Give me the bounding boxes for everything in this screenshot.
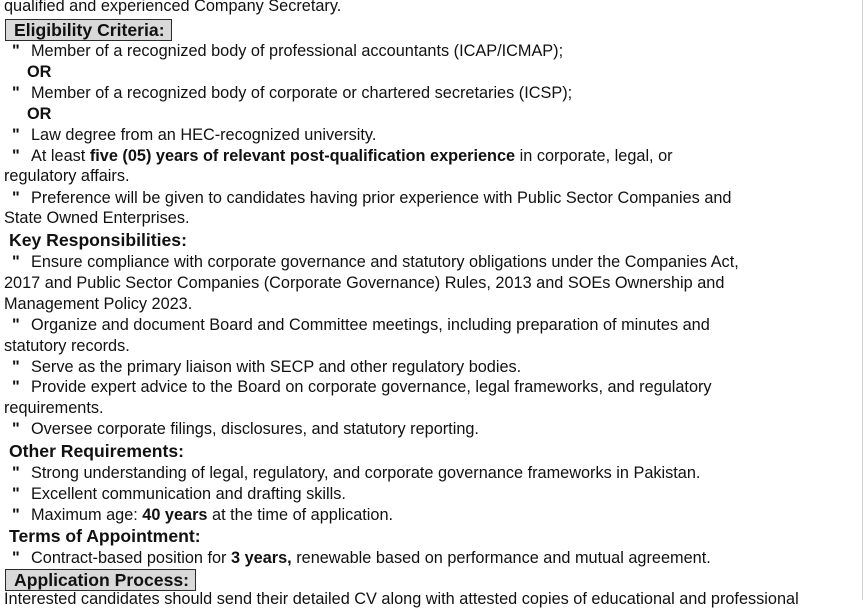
bullet-mark: " bbox=[12, 42, 20, 60]
responsibility-filings: " Oversee corporate filings, disclosures, and statutory reporting. bbox=[12, 420, 479, 438]
responsibilities-heading: Key Responsibilities: bbox=[9, 230, 187, 250]
application-text-partial: Interested candidates should send their detailed CV along with attested copies of educational and professional bbox=[4, 590, 799, 608]
or-separator-1: OR bbox=[27, 63, 52, 81]
bullet-mark: " bbox=[12, 147, 20, 165]
scan-edge bbox=[862, 0, 863, 600]
intro-tail: qualified and experienced Company Secretary. bbox=[4, 0, 342, 15]
bullet-mark: " bbox=[12, 358, 20, 376]
eligibility-item-preference-cont: State Owned Enterprises. bbox=[4, 209, 190, 227]
other-requirement-frameworks: " Strong understanding of legal, regulatory, and corporate governance frameworks in Pakistan. bbox=[12, 464, 701, 482]
bullet-mark: " bbox=[12, 84, 20, 102]
eligibility-item-experience: " At least five (05) years of relevant post-qualification experience in corporate, legal, or bbox=[12, 147, 673, 165]
bullet-mark: " bbox=[12, 549, 20, 567]
bullet-mark: " bbox=[12, 126, 20, 144]
other-requirements-heading: Other Requirements: bbox=[9, 441, 184, 461]
bullet-mark: " bbox=[12, 464, 20, 482]
bullet-mark: " bbox=[12, 506, 20, 524]
responsibility-compliance: " Ensure compliance with corporate governance and statutory obligations under the Companies Act, bbox=[12, 253, 739, 271]
responsibility-liaison: " Serve as the primary liaison with SECP and other regulatory bodies. bbox=[12, 358, 522, 376]
application-heading: Application Process: bbox=[5, 569, 196, 591]
bullet-mark: " bbox=[12, 420, 20, 438]
bullet-mark: " bbox=[12, 316, 20, 334]
responsibility-compliance-cont: 2017 and Public Sector Companies (Corporate Governance) Rules, 2013 and SOEs Ownership and bbox=[4, 274, 725, 292]
eligibility-item-law-degree: " Law degree from an HEC-recognized university. bbox=[12, 126, 377, 144]
eligibility-item-experience-cont: regulatory affairs. bbox=[4, 167, 130, 185]
bullet-mark: " bbox=[12, 485, 20, 503]
bullet-mark: " bbox=[12, 253, 20, 271]
responsibility-advice-cont: requirements. bbox=[4, 399, 104, 417]
bullet-mark: " bbox=[12, 378, 20, 396]
eligibility-item-preference: " Preference will be given to candidates having prior experience with Public Sector Companies and bbox=[12, 189, 732, 207]
eligibility-heading: Eligibility Criteria: bbox=[5, 19, 172, 41]
other-requirement-communication: " Excellent communication and drafting skills. bbox=[12, 485, 346, 503]
responsibility-meetings-cont: statutory records. bbox=[4, 337, 130, 355]
responsibility-compliance-cont2: Management Policy 2023. bbox=[4, 295, 193, 313]
bullet-mark: " bbox=[12, 189, 20, 207]
terms-contract: " Contract-based position for 3 years, renewable based on performance and mutual agreement. bbox=[12, 549, 711, 567]
eligibility-item-accountants: " Member of a recognized body of professional accountants (ICAP/ICMAP); bbox=[12, 42, 564, 60]
other-requirement-age: " Maximum age: 40 years at the time of application. bbox=[12, 506, 394, 524]
terms-heading: Terms of Appointment: bbox=[9, 526, 201, 546]
responsibility-advice: " Provide expert advice to the Board on corporate governance, legal frameworks, and regulatory bbox=[12, 378, 712, 396]
responsibility-meetings: " Organize and document Board and Committee meetings, including preparation of minutes and bbox=[12, 316, 710, 334]
or-separator-2: OR bbox=[27, 105, 52, 123]
eligibility-item-secretaries: " Member of a recognized body of corporate or chartered secretaries (ICSP); bbox=[12, 84, 573, 102]
